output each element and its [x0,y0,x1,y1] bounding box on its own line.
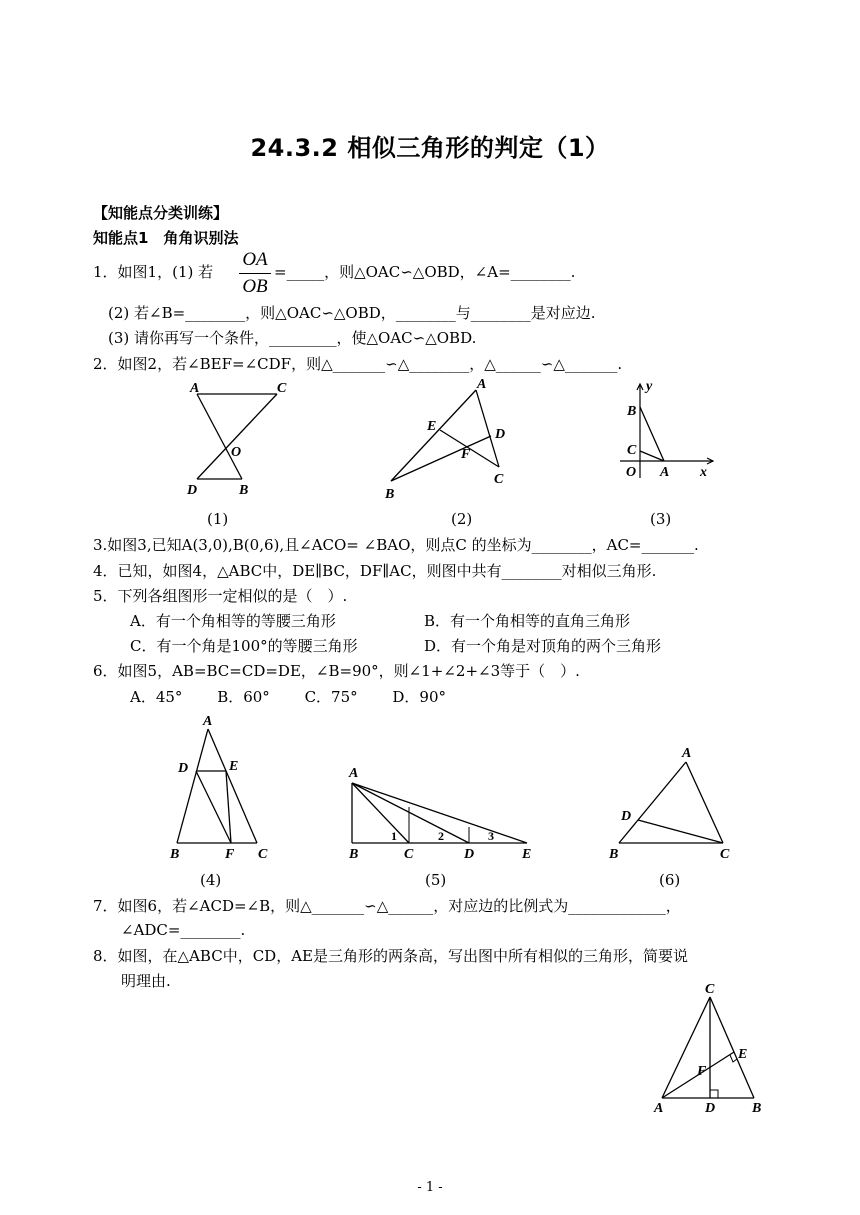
svg-text:C: C [258,847,268,862]
caption-fig-4: (4) [200,871,222,889]
svg-text:A: A [660,465,670,480]
svg-text:C: C [404,847,414,862]
figure-6-diagram [605,742,745,862]
svg-text:O: O [626,465,637,480]
svg-text:B: B [752,1101,762,1116]
q1-prefix: 1．如图1，(1) 若 [93,263,214,281]
figure-4-diagram [165,712,280,862]
svg-text:B: B [627,404,637,419]
caption-fig-5: (5) [425,871,447,889]
question-8-diagram [650,980,775,1115]
fraction-denominator: OB [242,276,268,297]
svg-text:D: D [495,427,506,442]
svg-text:A: A [477,377,487,392]
svg-text:A: A [682,746,692,761]
svg-text:D: D [705,1101,716,1116]
q1-part3: (3) 请你再写一个条件，_________，使△OAC∽△OBD. [108,329,477,347]
figure-1-diagram [185,382,295,502]
caption-fig-6: (6) [659,871,681,889]
q1-suffix: =_____，则△OAC∽△OBD，∠A=________. [274,263,576,281]
svg-text:C: C [720,847,730,862]
figure-3-diagram [618,380,718,485]
svg-text:A: A [203,714,213,729]
svg-text:O: O [231,445,242,460]
svg-text:E: E [427,419,437,434]
figure-2-diagram [383,376,513,501]
svg-text:B: B [609,847,619,862]
q5-option-c: C．有一个角是100°的等腰三角形 [130,637,358,655]
q8-line2: 明理由. [121,972,171,990]
svg-text:D: D [178,761,189,776]
caption-fig-2: (2) [451,510,473,528]
caption-fig-1: (1) [207,510,229,528]
figure-5-diagram [340,760,545,860]
svg-text:1: 1 [391,829,397,843]
svg-text:C: C [494,472,504,487]
svg-text:A: A [190,381,200,396]
svg-text:B: B [239,483,249,498]
q3-text: 3.如图3,已知A(3,0),B(0,6),且∠ACO= ∠BAO，则点C 的坐标为________，AC=_______. [93,536,699,554]
svg-text:B: B [385,487,395,502]
svg-text:B: B [170,847,180,862]
svg-text:C: C [627,443,637,458]
svg-text:3: 3 [488,829,494,843]
q5-option-b: B．有一个角相等的直角三角形 [424,612,631,630]
caption-fig-3: (3) [650,510,672,528]
section-header: 【知能点分类训练】 [93,204,229,222]
svg-text:C: C [277,381,287,396]
fraction-numerator: OA [242,249,268,270]
svg-text:D: D [187,483,198,498]
q1-part2: (2) 若∠B=________，则△OAC∽△OBD，________与________是对应边. [108,304,596,322]
q2-text: 2．如图2，若∠BEF=∠CDF，则△_______∽△________，△______∽△_______. [93,355,623,373]
svg-text:2: 2 [438,829,444,843]
q5-option-d: D．有一个角是对顶角的两个三角形 [424,637,662,655]
svg-text:F: F [461,447,471,462]
q5-stem: 5．下列各组图形一定相似的是（ ）. [93,587,348,605]
q7-line2: ∠ADC=________. [121,921,246,939]
fraction-bar [239,273,271,274]
svg-text:C: C [705,982,715,997]
svg-text:D: D [464,847,475,862]
svg-text:y: y [646,379,653,394]
svg-text:E: E [738,1047,748,1062]
svg-text:F: F [697,1064,707,1079]
page-title: 24.3.2 相似三角形的判定（1） [250,134,610,162]
q7-line1: 7．如图6，若∠ACD=∠B，则△_______∽△______，对应边的比例式为_____________， [93,897,681,915]
svg-text:x: x [700,465,707,480]
svg-text:E: E [229,759,239,774]
q8-line1: 8．如图，在△ABC中，CD，AE是三角形的两条高，写出图中所有相似的三角形，简要说 [93,947,688,965]
q6-options: A．45° B．60° C．75° D．90° [130,688,447,706]
svg-text:B: B [349,847,359,862]
svg-text:A: A [654,1101,664,1116]
svg-text:D: D [621,809,632,824]
q6-stem: 6．如图5，AB=BC=CD=DE，∠B=90°，则∠1+∠2+∠3等于（ ）. [93,662,580,680]
svg-text:F: F [225,847,235,862]
q4-text: 4．已知，如图4，△ABC中，DE∥BC，DF∥AC，则图中共有________对相似三角形. [93,562,657,580]
q5-option-a: A．有一个角相等的等腰三角形 [130,612,336,630]
page-number: - 1 - [417,1180,443,1195]
knowledge-point-heading: 知能点1 角角识别法 [93,229,239,247]
svg-text:E: E [522,847,532,862]
svg-text:A: A [349,766,359,781]
